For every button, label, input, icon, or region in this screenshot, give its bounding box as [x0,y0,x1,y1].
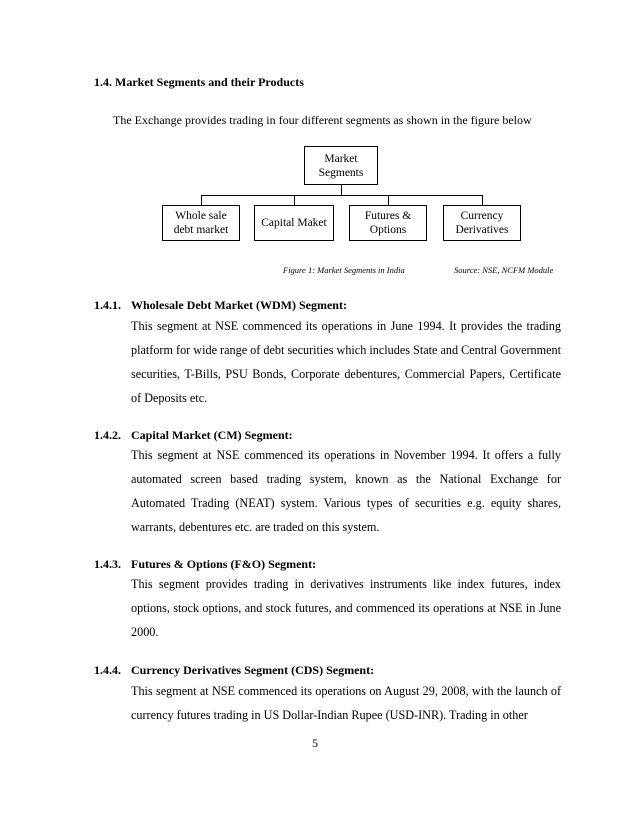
subsection-number: 1.4.1. [94,298,121,312]
connector-child-3 [388,195,389,205]
intro-text: The Exchange provides trading in four different segments as shown in the figure below [113,113,532,127]
diagram-label-currency-derivatives: Currency Derivatives [455,210,509,236]
connector-child-2 [294,195,295,205]
subsection-number: 1.4.2. [94,428,121,442]
subsection-body: This segment at NSE commenced its operations in June 1994. It provides the trading platform for wide range of debt securities which includes State and Central Government securities, T-Bills, PSU Bonds, Corporate debentures, Commercial Papers, Certificate of Deposits etc. [131,319,561,405]
subsection-number: 1.4.4. [94,663,121,677]
connector-child-4 [482,195,483,205]
connector-child-1 [201,195,202,205]
diagram-box-currency-derivatives [443,205,521,241]
subsection-body: This segment provides trading in derivatives instruments like index futures, index options, stock options, and stock futures, and commenced its operations at NSE in June 2000. [131,577,561,639]
subsection-number: 1.4.3. [94,557,121,571]
diagram-label-futures-options: Futures & Options [364,210,412,236]
subsection-title: Futures & Options (F&O) Segment: [131,557,317,571]
diagram-box-futures-options [349,205,427,241]
page-number: 5 [312,736,318,750]
connector-horizontal [201,195,483,196]
subsection-body: This segment at NSE commenced its operations in November 1994. It offers a fully automated screen based trading system, known as the National Exchange for Automated Trading (NEAT) system. Various types of securities e.g. equity shares, warrants, debentures etc. are traded on this system. [131,448,561,534]
diagram-box-wholesale-debt [162,205,240,241]
section-heading: 1.4. Market Segments and their Products [94,75,304,89]
subsection-title: Wholesale Debt Market (WDM) Segment: [131,298,347,312]
figure-caption: Figure 1: Market Segments in India [283,265,405,275]
diagram-box-capital-market [254,205,334,241]
diagram-label-capital-market: Capital Maket [261,217,327,229]
figure-source: Source: NSE, NCFM Module [454,265,554,275]
subsection-body: This segment at NSE commenced its operations on August 29, 2008, with the launch of currency futures trading in US Dollar-Indian Rupee (USD-INR). Trading in other [131,684,561,722]
diagram-root-box [304,146,378,185]
diagram-label-wholesale-debt: Whole sale debt market [173,210,229,236]
subsection-title: Currency Derivatives Segment (CDS) Segment: [131,663,375,677]
subsection-title: Capital Market (CM) Segment: [131,428,293,442]
diagram-root-label: Market Segments [318,152,364,179]
